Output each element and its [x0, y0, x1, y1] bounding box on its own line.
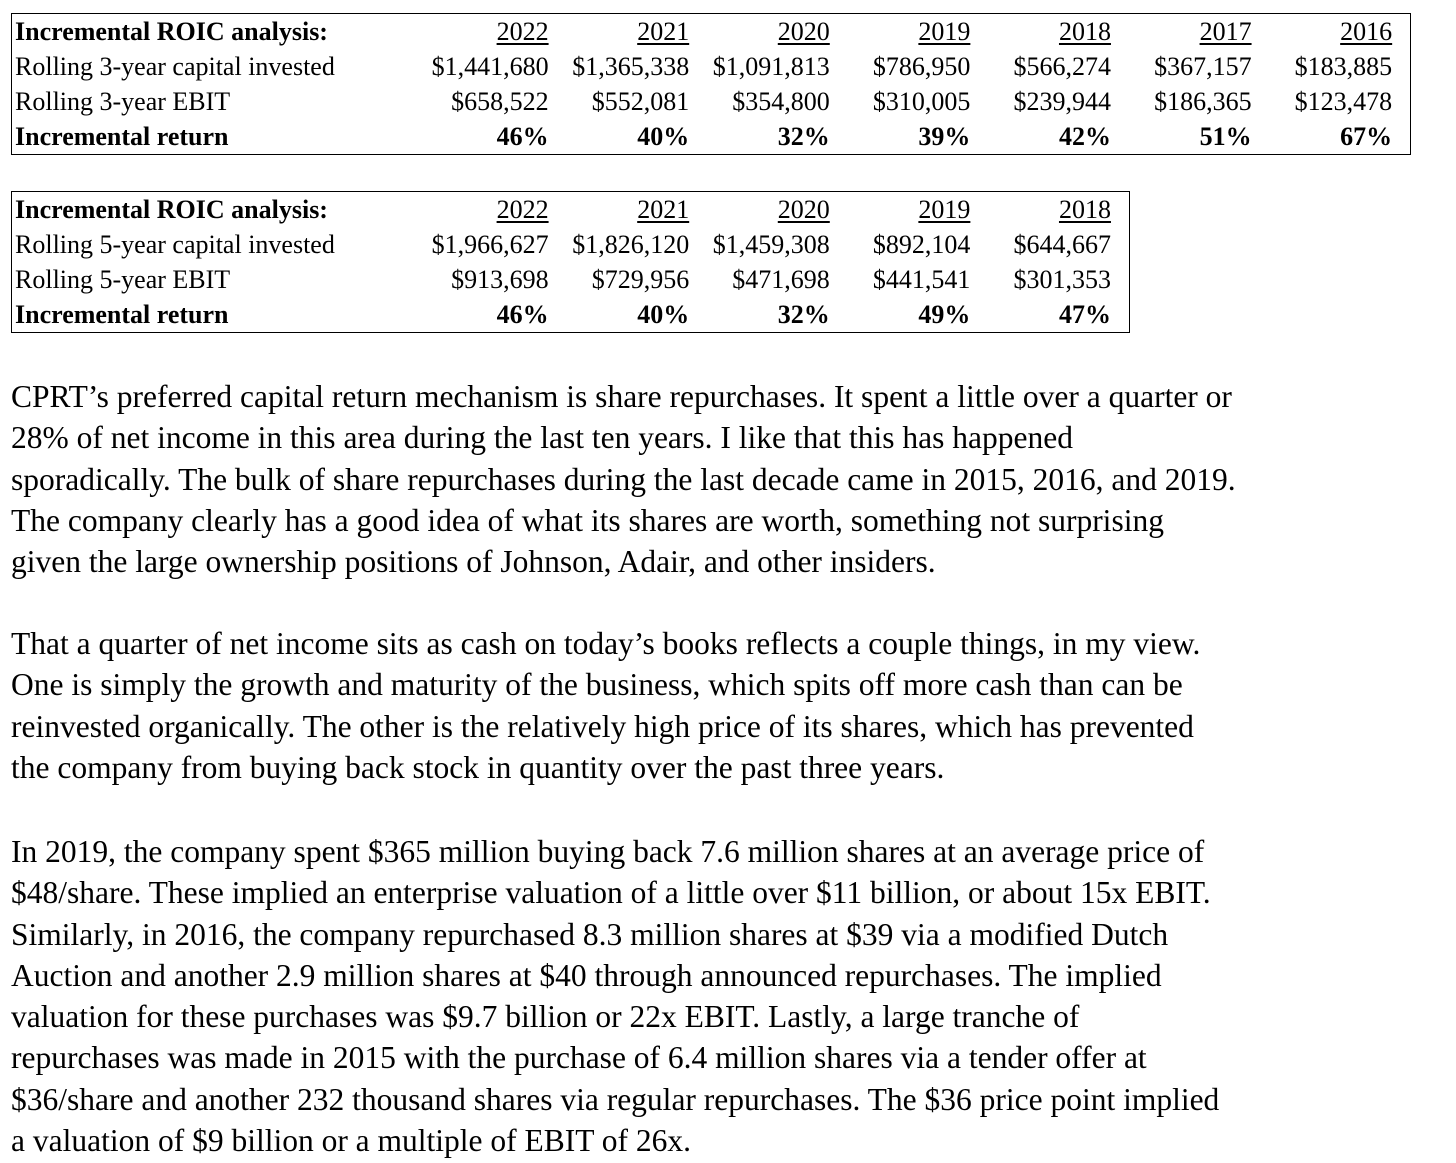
table-cell: 39% [918, 122, 971, 151]
table-cell: $1,826,120 [572, 230, 690, 259]
text-line: Auction and another 2.9 million shares at $40 through announced repurchases. The implied [11, 957, 1162, 993]
table-row-ebit [12, 262, 1129, 297]
table-row-ebit [12, 84, 1410, 119]
table-cell: $644,667 [1013, 230, 1111, 259]
table-cell: 47% [1058, 300, 1111, 329]
table-row-incremental-return [12, 297, 1129, 332]
table-title: Incremental ROIC analysis: [15, 17, 328, 46]
roic-table-5-year [11, 191, 1130, 333]
row-label: Incremental return [15, 300, 229, 329]
paragraph-share-repurchases [11, 376, 1431, 582]
row-label: Rolling 3-year EBIT [15, 87, 231, 116]
year-header: 2018 [1058, 17, 1111, 46]
text-line: Similarly, in 2016, the company repurchased 8.3 million shares at $39 via a modified Dutch [11, 916, 1169, 952]
year-header: 2016 [1340, 17, 1393, 46]
text-line: That a quarter of net income sits as cash on today’s books reflects a couple things, in my view. [11, 626, 1201, 661]
row-label: Rolling 5-year capital invested [15, 230, 335, 259]
year-header: 2019 [918, 17, 971, 46]
text-line: repurchases was made in 2015 with the purchase of 6.4 million shares via a tender offer at [11, 1040, 1147, 1076]
text-line: One is simply the growth and maturity of the business, which spits off more cash than can be [11, 667, 1183, 703]
table-cell: $892,104 [872, 230, 971, 259]
table-cell: 40% [637, 122, 690, 151]
table-cell: $354,800 [732, 87, 830, 116]
table-cell: $471,698 [732, 265, 830, 294]
text-line: The company clearly has a good idea of what its shares are worth, something not surprising [11, 502, 1164, 538]
roic-table-3-year [11, 13, 1411, 155]
table-cell: 42% [1058, 122, 1111, 151]
table-cell: $239,944 [1013, 87, 1111, 116]
table-cell: $658,522 [451, 87, 549, 116]
year-header: 2017 [1199, 17, 1252, 46]
table-cell: $441,541 [872, 265, 971, 294]
table-cell: $310,005 [872, 87, 971, 116]
paragraph-cash-on-books [11, 623, 1431, 788]
text-line: $36/share and another 232 thousand shares via regular repurchases. The $36 price point implied [11, 1081, 1220, 1117]
table-cell: $1,091,813 [712, 52, 830, 81]
table-cell: $186,365 [1154, 87, 1252, 116]
table-cell: $1,365,338 [572, 52, 690, 81]
table-cell: $367,157 [1154, 52, 1252, 81]
table-cell: 51% [1199, 122, 1252, 151]
row-label: Rolling 3-year capital invested [15, 52, 335, 81]
table-cell: $913,698 [451, 265, 549, 294]
year-header: 2018 [1058, 195, 1111, 224]
table-cell: 40% [637, 300, 690, 329]
table-row-incremental-return [12, 119, 1410, 154]
table-cell: 49% [918, 300, 971, 329]
year-header: 2022 [496, 17, 549, 46]
year-header: 2021 [637, 195, 690, 224]
text-line: reinvested organically. The other is the relatively high price of its shares, which has prevented [11, 708, 1194, 744]
text-line: $48/share. These implied an enterprise valuation of a little over $11 billion, or about 15x EBIT. [11, 875, 1211, 911]
table-header-row [12, 14, 1410, 49]
text-line: a valuation of $9 billion or a multiple of EBIT of 26x. [11, 1123, 692, 1159]
year-header: 2020 [777, 195, 830, 224]
table-cell: 32% [777, 122, 830, 151]
text-line: the company from buying back stock in quantity over the past three years. [11, 749, 945, 785]
table-cell: 32% [777, 300, 830, 329]
table-cell: $301,353 [1013, 265, 1111, 294]
table-cell: $566,274 [1013, 52, 1111, 81]
text-line: given the large ownership positions of Johnson, Adair, and other insiders. [11, 544, 936, 580]
text-line: 28% of net income in this area during the last ten years. I like that this has happened [11, 420, 1073, 456]
paragraph-repurchase-valuations [11, 831, 1431, 1161]
table-cell: 46% [496, 300, 549, 329]
table-row-capital-invested [12, 49, 1410, 84]
row-label: Incremental return [15, 122, 229, 151]
table-cell: $1,966,627 [431, 230, 549, 259]
table-cell: 46% [496, 122, 549, 151]
table-title: Incremental ROIC analysis: [15, 195, 328, 224]
text-line: CPRT’s preferred capital return mechanism is share repurchases. It spent a little over a quarter or [11, 379, 1232, 414]
table-cell: $1,459,308 [712, 230, 830, 259]
table-cell: $786,950 [872, 52, 971, 81]
text-line: valuation for these purchases was $9.7 billion or 22x EBIT. Lastly, a large tranche of [11, 999, 1080, 1035]
year-header: 2020 [777, 17, 830, 46]
table-cell: $123,478 [1294, 87, 1393, 116]
year-header: 2022 [496, 195, 549, 224]
table-header-row [12, 192, 1129, 227]
row-label: Rolling 5-year EBIT [15, 265, 231, 294]
table-cell: $1,441,680 [431, 52, 549, 81]
table-cell: $183,885 [1294, 52, 1393, 81]
table-cell: $729,956 [591, 265, 690, 294]
year-header: 2021 [637, 17, 690, 46]
text-line: In 2019, the company spent $365 million buying back 7.6 million shares at an average price of [11, 834, 1205, 869]
table-cell: $552,081 [591, 87, 690, 116]
text-line: sporadically. The bulk of share repurchases during the last decade came in 2015, 2016, and 2019. [11, 461, 1236, 497]
table-cell: 67% [1340, 122, 1393, 151]
year-header: 2019 [918, 195, 971, 224]
table-row-capital-invested [12, 227, 1129, 262]
